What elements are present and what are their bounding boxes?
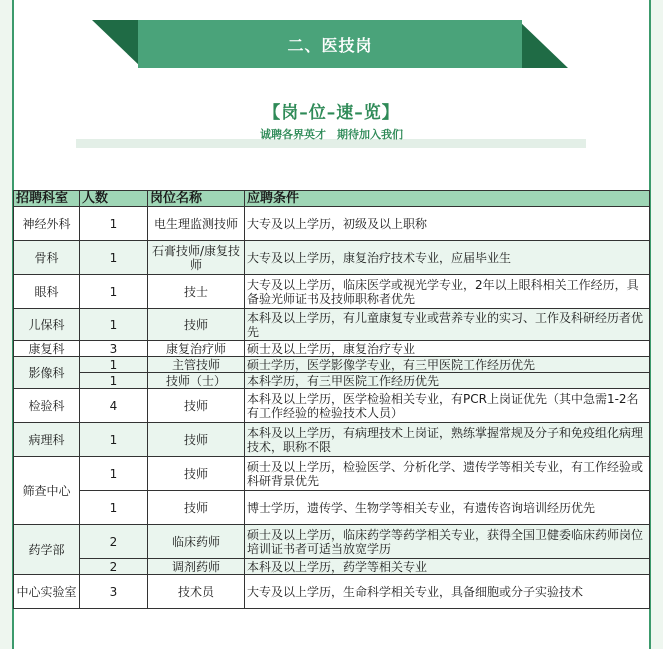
position-cell: 技师 — [148, 309, 245, 341]
count-cell: 1 — [80, 373, 148, 389]
dept-cell: 神经外科 — [14, 207, 80, 241]
table-row — [14, 309, 650, 341]
table-row — [14, 341, 650, 357]
requirement-cell: 本科及以上学历，有病理技术上岗证，熟练掌握常规及分子和免疫组化病理技术，职称不限 — [245, 423, 650, 457]
table-row — [14, 525, 650, 559]
banner-right-ribbon — [518, 20, 568, 68]
count-cell: 1 — [80, 207, 148, 241]
count-cell: 1 — [80, 241, 148, 275]
count-cell: 1 — [80, 275, 148, 309]
section-banner — [92, 20, 568, 68]
dept-cell: 康复科 — [14, 341, 80, 357]
requirement-cell: 博士学历，遗传学、生物学等相关专业，有遗传咨询培训经历优先 — [245, 491, 650, 525]
dept-cell: 骨科 — [14, 241, 80, 275]
table-row — [14, 423, 650, 457]
table-row — [14, 373, 650, 389]
requirement-cell: 本科学历，有三甲医院工作经历优先 — [245, 373, 650, 389]
count-cell: 1 — [80, 491, 148, 525]
dept-cell: 眼科 — [14, 275, 80, 309]
dept-cell: 中心实验室 — [14, 575, 80, 609]
table-row — [14, 457, 650, 491]
header-dept: 招聘科室 — [14, 191, 80, 207]
dept-cell: 儿保科 — [14, 309, 80, 341]
position-cell: 康复治疗师 — [148, 341, 245, 357]
section-title: 二、医技岗 — [138, 20, 522, 68]
requirement-cell: 大专及以上学历，临床医学或视光学专业，2年以上眼科相关工作经历，具备验光师证书及技师职称者优先 — [245, 275, 650, 309]
requirement-cell: 硕士及以上学历，检验医学、分析化学、遗传学等相关专业，有工作经验或科研背景优先 — [245, 457, 650, 491]
requirement-cell: 大专及以上学历，生命科学相关专业，具备细胞或分子实验技术 — [245, 575, 650, 609]
requirement-cell: 硕士及以上学历，康复治疗专业 — [245, 341, 650, 357]
table-row — [14, 575, 650, 609]
requirement-cell: 大专及以上学历，康复治疗技术专业，应届毕业生 — [245, 241, 650, 275]
quick-subtitle: 诚聘各界英才 期待加入我们 — [260, 128, 403, 141]
header-count: 人数 — [80, 191, 148, 207]
requirement-cell: 大专及以上学历，初级及以上职称 — [245, 207, 650, 241]
requirement-cell: 本科及以上学历，药学等相关专业 — [245, 559, 650, 575]
dept-cell: 影像科 — [14, 357, 80, 389]
table-row — [14, 357, 650, 373]
dept-cell: 药学部 — [14, 525, 80, 575]
count-cell: 1 — [80, 423, 148, 457]
header-requirement: 应聘条件 — [245, 191, 650, 207]
position-cell: 技师 — [148, 491, 245, 525]
position-cell: 技师 — [148, 423, 245, 457]
quick-title: 【岗–位–速–览】 — [263, 103, 400, 123]
count-cell: 2 — [80, 559, 148, 575]
dept-cell: 病理科 — [14, 423, 80, 457]
position-cell: 临床药师 — [148, 525, 245, 559]
table-row — [14, 491, 650, 525]
header-position: 岗位名称 — [148, 191, 245, 207]
table-row — [14, 207, 650, 241]
requirement-cell: 本科及以上学历，医学检验相关专业，有PCR上岗证优先（其中急需1-2名有工作经验的检验技术人员） — [245, 389, 650, 423]
position-cell: 技师 — [148, 457, 245, 491]
count-cell: 1 — [80, 457, 148, 491]
table-row — [14, 275, 650, 309]
count-cell: 1 — [80, 357, 148, 373]
position-cell: 调剂药师 — [148, 559, 245, 575]
count-cell: 1 — [80, 309, 148, 341]
requirement-cell: 本科及以上学历，有儿童康复专业或营养专业的实习、工作及科研经历者优先 — [245, 309, 650, 341]
position-cell: 石膏技师/康复技师 — [148, 241, 245, 275]
banner-left-ribbon — [92, 20, 142, 68]
requirement-cell: 硕士及以上学历，临床药学等药学相关专业，获得全国卫健委临床药师岗位培训证书者可适当放宽学历 — [245, 525, 650, 559]
recruitment-table — [13, 190, 650, 609]
dept-cell: 检验科 — [14, 389, 80, 423]
position-cell: 技士 — [148, 275, 245, 309]
requirement-cell: 硕士学历，医学影像学专业，有三甲医院工作经历优先 — [245, 357, 650, 373]
position-cell: 主管技师 — [148, 357, 245, 373]
position-cell: 电生理监测技师 — [148, 207, 245, 241]
table-header-row — [14, 191, 650, 207]
position-cell: 技师（士） — [148, 373, 245, 389]
table-row — [14, 241, 650, 275]
count-cell: 3 — [80, 575, 148, 609]
position-cell: 技术员 — [148, 575, 245, 609]
count-cell: 4 — [80, 389, 148, 423]
position-cell: 技师 — [148, 389, 245, 423]
dept-cell: 筛查中心 — [14, 457, 80, 525]
table-row — [14, 559, 650, 575]
table-row — [14, 389, 650, 423]
count-cell: 2 — [80, 525, 148, 559]
count-cell: 3 — [80, 341, 148, 357]
